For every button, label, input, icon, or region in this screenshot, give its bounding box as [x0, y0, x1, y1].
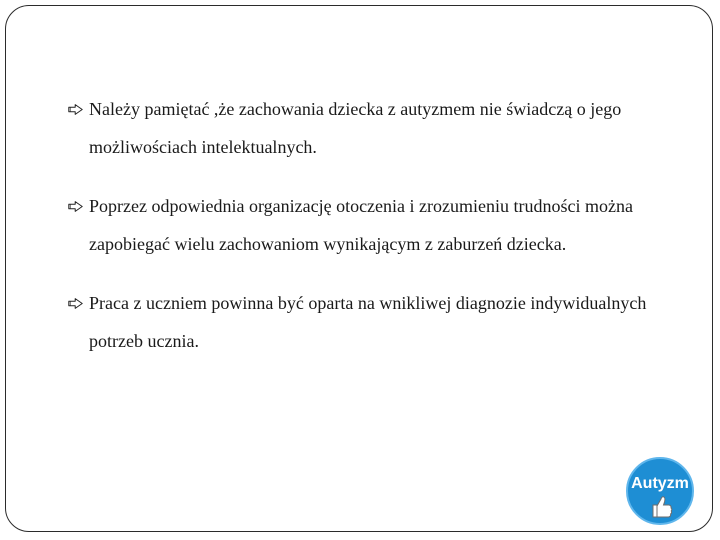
- arrow-bullet-icon: [68, 201, 83, 212]
- bullet-text: Poprzez odpowiednia organizację otoczenia i zrozumieniu trudności można zapobiegać wielu zachowaniom wynikającym z zaburzeń dziecka.: [89, 196, 633, 254]
- bullet-item: [68, 284, 668, 360]
- bullet-item: [68, 90, 668, 166]
- autyzm-logo: [625, 456, 695, 526]
- svg-text:Autyzm: Autyzm: [631, 475, 689, 492]
- arrow-bullet-icon: [68, 104, 83, 115]
- bullet-item: [68, 187, 668, 263]
- bullet-list: [68, 90, 668, 360]
- bullet-text: Należy pamiętać ,że zachowania dziecka z autyzmem nie świadczą o jego możliwościach intelektualnych.: [89, 99, 622, 157]
- bullet-text: Praca z uczniem powinna być oparta na wnikliwej diagnozie indywidualnych potrzeb ucznia.: [89, 293, 647, 351]
- slide-frame: [5, 5, 713, 532]
- arrow-bullet-icon: [68, 298, 83, 309]
